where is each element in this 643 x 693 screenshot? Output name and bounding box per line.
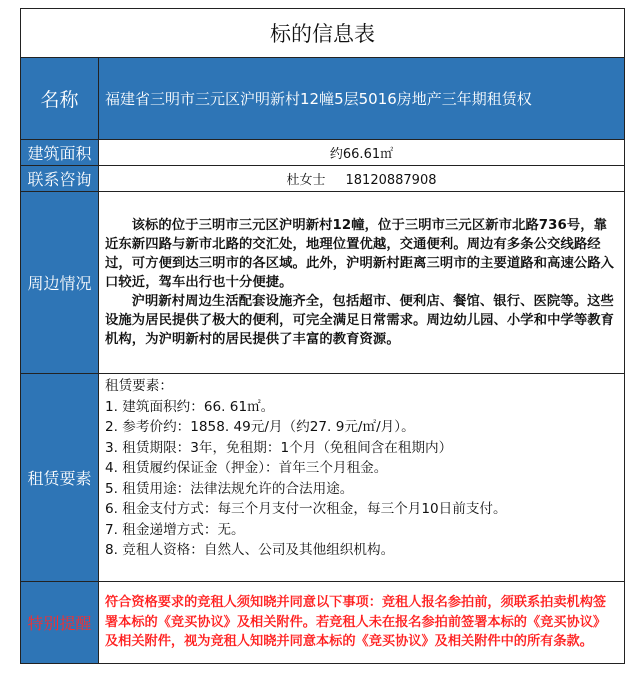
table-title: 标的信息表: [21, 9, 625, 58]
area-value: 约66.61㎡: [99, 140, 625, 166]
contact-phone: 18120887908: [345, 173, 437, 188]
rent-terms: [99, 374, 625, 582]
rent-line-8: 8. 竞租人资格：自然人、公司及其他组织机构。: [105, 542, 395, 558]
rent-label: 租赁要素: [21, 374, 99, 582]
info-table: [20, 8, 625, 664]
contact-label: 联系咨询: [21, 166, 99, 192]
name-row: [21, 58, 625, 140]
surroundings-paragraph-1: 该标的位于三明市三元区沪明新村12幢，位于三明市三元区新市北路736号，靠近东新四路与新市北路的交汇处，地理位置优越，交通便利。周边有多条公交线路经过，可方便到达三明市的各区域。此外，沪明新村距离三明市的主要道路和高速公路入口较近，驾车出行也十分便捷。: [105, 218, 615, 290]
area-label: 建筑面积: [21, 140, 99, 166]
name-label: 名称: [21, 58, 99, 140]
rent-line-5: 5. 租赁用途：法律法规允许的合法用途。: [105, 480, 354, 497]
notice-text: 符合资格要求的竞租人须知晓并同意以下事项：竞租人报名参拍前，须联系拍卖机构签署本标的《竞买协议》及相关附件。若竞租人未在报名参拍前签署本标的《竞买协议》及相关附件，视为竞租人知晓并同意本标的《竞买协议》及相关附件中的所有条款。: [99, 582, 625, 664]
contact-value: [99, 166, 625, 192]
notice-row: [21, 582, 625, 664]
rent-line-6: 6. 租金支付方式：每三个月支付一次租金，每三个月10日前支付。: [105, 501, 507, 517]
rent-line-2: 2. 参考价约：1858. 49元/月（约27. 9元/㎡/月）。: [105, 419, 415, 435]
rent-line-heading: 租赁要素：: [105, 378, 173, 394]
rent-line-1: 1. 建筑面积约：66. 61㎡。: [105, 398, 275, 415]
rent-row: [21, 374, 625, 582]
rent-line-7: 7. 租金递增方式：无。: [105, 521, 245, 538]
surroundings-text: [99, 192, 625, 374]
surroundings-label: 周边情况: [21, 192, 99, 374]
notice-label: 特别提醒: [21, 582, 99, 664]
contact-person: 杜女士: [286, 173, 326, 188]
area-row: [21, 140, 625, 166]
surroundings-paragraph-2: 沪明新村周边生活配套设施齐全，包括超市、便利店、餐馆、银行、医院等。这些设施为居民提供了极大的便利，可完全满足日常需求。周边幼儿园、小学和中学等教育机构，为沪明新村的居民提供了丰富的教育资源。: [105, 294, 615, 347]
title-row: [21, 9, 625, 58]
name-value: 福建省三明市三元区沪明新村12幢5层5016房地产三年期租赁权: [99, 58, 625, 140]
info-sheet: [20, 8, 624, 692]
contact-row: [21, 166, 625, 192]
rent-line-3: 3. 租赁期限：3年，免租期：1个月（免租间含在租期内）: [105, 439, 453, 456]
surroundings-row: [21, 192, 625, 374]
rent-line-4: 4. 租赁履约保证金（押金）：首年三个月租金。: [105, 460, 388, 476]
